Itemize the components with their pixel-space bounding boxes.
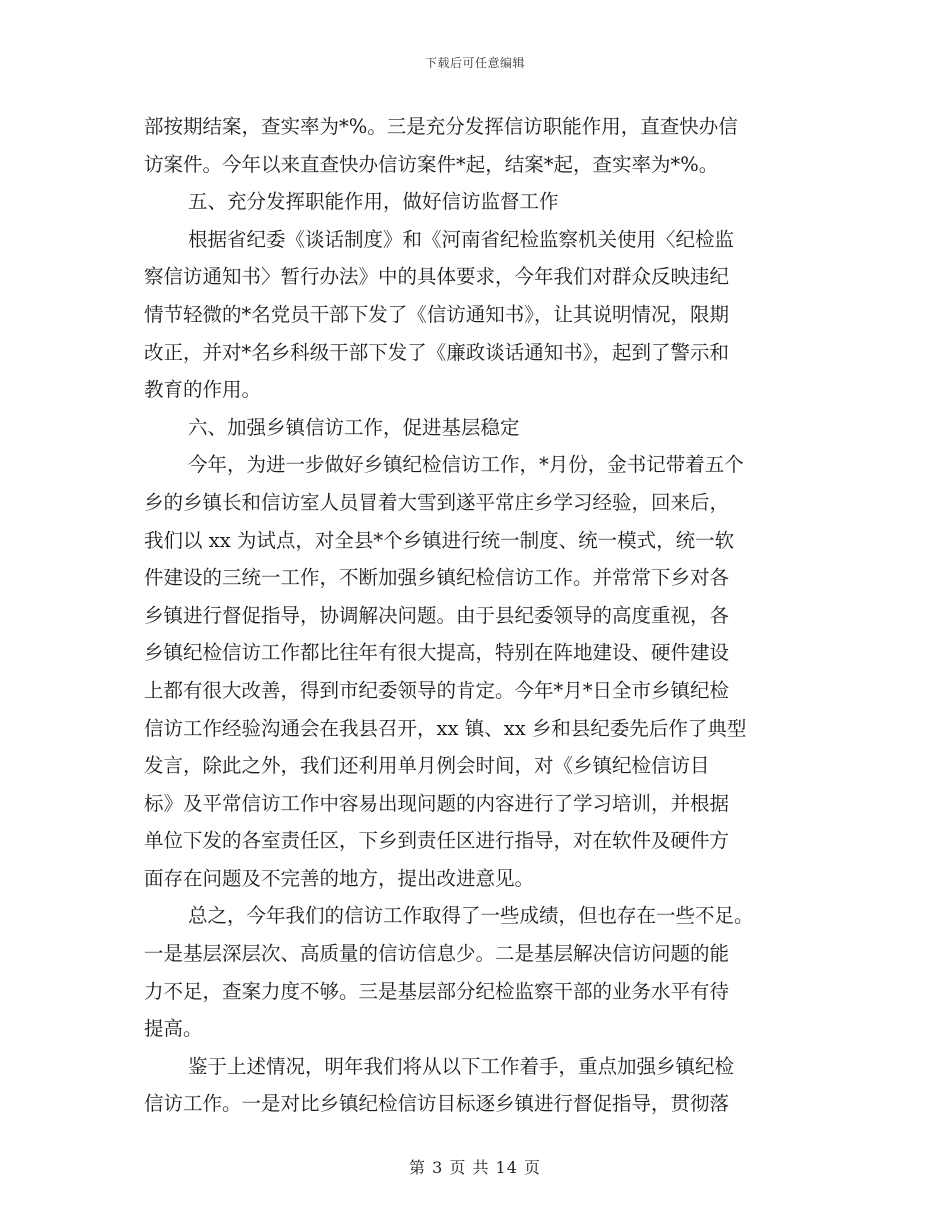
text-line: 根据省纪委《谈话制度》和《河南省纪检监察机关使用〈纪检监 [188,227,735,251]
text-line: 我们以 xx 为试点，对全县*个乡镇进行统一制度、统一模式，统一软 [144,528,735,552]
page-header-note: 下载后可任意编辑 [424,56,525,70]
text-line: 一是基层深层次、高质量的信访信息少。二是基层解决信访问题的能 [144,942,730,966]
text-line: 鉴于上述情况，明年我们将从以下工作着手，重点加强乡镇纪检 [188,1054,735,1078]
text-line: 乡的乡镇长和信访室人员冒着大雪到遂平常庄乡学习经验，回来后， [144,490,730,514]
text-line: 面存在问题及不完善的地方，提出改进意见。 [144,866,535,890]
text-line: 情节轻微的*名党员干部下发了《信访通知书》，让其说明情况，限期 [144,302,730,326]
text-line: 单位下发的各室责任区，下乡到责任区进行指导，对在软件及硬件方 [144,829,730,853]
text-line: 察信访通知书〉暂行办法》中的具体要求，今年我们对群众反映违纪 [144,265,730,289]
text-line: 力不足，查案力度不够。三是基层部分纪检监察干部的业务水平有待 [144,979,730,1003]
text-line: 件建设的三统一工作，不断加强乡镇纪检信访工作。并常常下乡对各 [144,566,730,590]
text-line: 今年，为进一步做好乡镇纪检信访工作，*月份，金书记带着五个 [188,453,744,477]
text-line: 六、加强乡镇信访工作，促进基层稳定 [188,415,520,439]
text-line: 五、充分发挥职能作用，做好信访监督工作 [188,190,559,214]
text-line: 提高。 [144,1017,203,1041]
text-line: 标》及平常信访工作中容易出现问题的内容进行了学习培训，并根据 [144,791,730,815]
text-line: 教育的作用。 [144,378,262,402]
text-line: 访案件。今年以来直查快办信访案件*起，结案*起，查实率为*%。 [144,152,719,176]
text-line: 信访工作。一是对比乡镇纪检信访目标逐乡镇进行督促指导，贯彻落 [144,1092,730,1116]
text-line: 上都有很大改善，得到市纪委领导的肯定。今年*月*日全市乡镇纪检 [144,678,730,702]
text-line: 总之，今年我们的信访工作取得了一些成绩，但也存在一些不足。 [188,904,754,928]
text-line: 部按期结案，查实率为*%。三是充分发挥信访职能作用，直查快办信 [144,115,738,138]
text-line: 乡镇纪检信访工作都比往年有很大提高，特别在阵地建设、硬件建设 [144,641,730,665]
document-body [144,108,809,1123]
text-line: 发言，除此之外，我们还利用单月例会时间，对《乡镇纪检信访目 [144,754,710,778]
text-line: 信访工作经验沟通会在我县召开，xx 镇、xx 乡和县纪委先后作了典型 [144,716,747,740]
text-line: 改正，并对*名乡科级干部下发了《廉政谈话通知书》，起到了警示和 [144,340,730,364]
text-line: 乡镇进行督促指导，协调解决问题。由于县纪委领导的高度重视，各 [144,603,730,627]
page-number-footer: 第 3 页 共 14 页 [409,1158,541,1177]
